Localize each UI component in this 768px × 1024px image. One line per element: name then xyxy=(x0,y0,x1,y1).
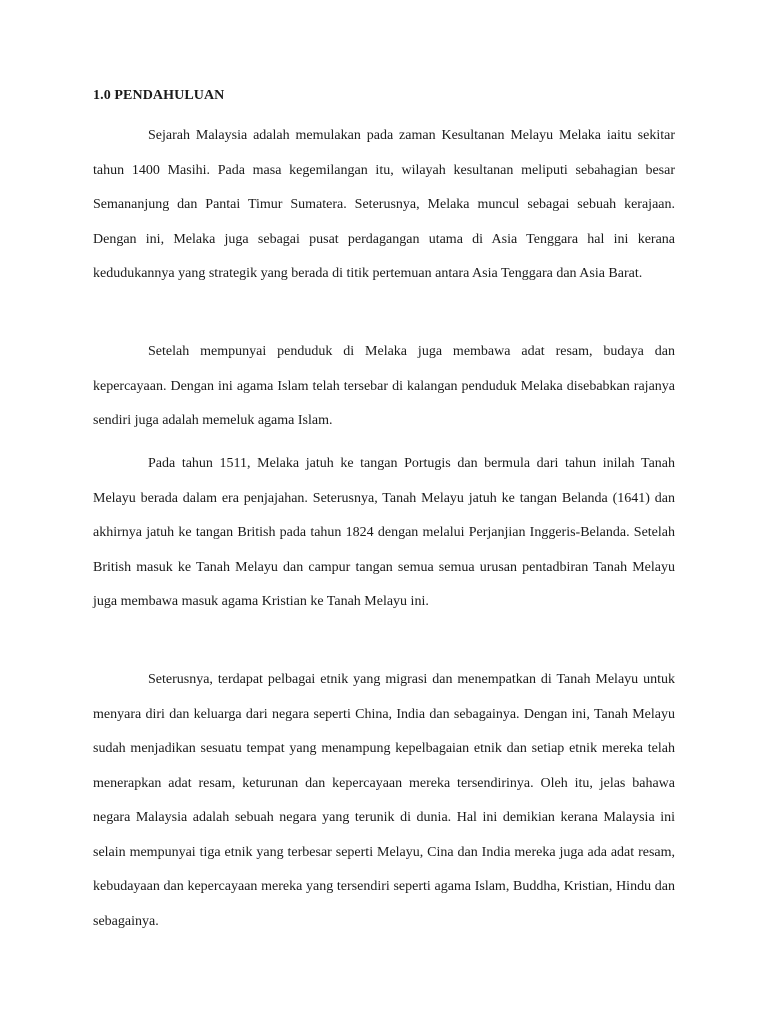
paragraph-ethnic: Seterusnya, terdapat pelbagai etnik yang migrasi dan menempatkan di Tanah Melayu untuk menyara diri dan keluarga dari negara seperti China, India dan sebagainya. Dengan ini, Tanah Melayu sudah menjadikan sesuatu tempat yang menampung kepelbagaian etnik dan setiap etnik mereka telah menerapkan adat resam, keturunan dan kepercayaan mereka tersendirinya. Oleh itu, jelas bahawa negara Malaysia adalah sebuah negara yang terunik di dunia. Hal ini demikian kerana Malaysia ini selain mempunyai tiga etnik yang terbesar seperti Melayu, Cina dan India mereka juga ada adat resam, kebudayaan dan kepercayaan mereka yang tersendiri seperti agama Islam, Buddha, Kristian, Hindu dan sebagainya. xyxy=(93,672,675,929)
paragraph-islam: Setelah mempunyai penduduk di Melaka juga membawa adat resam, budaya dan kepercayaan. Dengan ini agama Islam telah tersebar di kalangan penduduk Melaka disebabkan rajanya sendiri juga adalah memeluk agama Islam. xyxy=(93,344,675,428)
section-heading: 1.0 PENDAHULUAN xyxy=(93,88,225,103)
paragraph-intro: Sejarah Malaysia adalah memulakan pada zaman Kesultanan Melayu Melaka iaitu sekitar tahun 1400 Masihi. Pada masa kegemilangan itu, wilayah kesultanan meliputi sebahagian besar Semananjung dan Pantai Timur Sumatera. Seterusnya, Melaka muncul sebagai sebuah kerajaan. Dengan ini, Melaka juga sebagai pusat perdagangan utama di Asia Tenggara hal ini kerana kedudukannya yang strategik yang berada di titik pertemuan antara Asia Tenggara dan Asia Barat. xyxy=(93,128,675,281)
paragraph-colonial: Pada tahun 1511, Melaka jatuh ke tangan Portugis dan bermula dari tahun inilah Tanah Melayu berada dalam era penjajahan. Seterusnya, Tanah Melayu jatuh ke tangan Belanda (1641) dan akhirnya jatuh ke tangan British pada tahun 1824 dengan melalui Perjanjian Inggeris-Belanda. Setelah British masuk ke Tanah Melayu dan campur tangan semua semua urusan pentadbiran Tanah Melayu juga membawa masuk agama Kristian ke Tanah Melayu ini. xyxy=(93,456,675,609)
